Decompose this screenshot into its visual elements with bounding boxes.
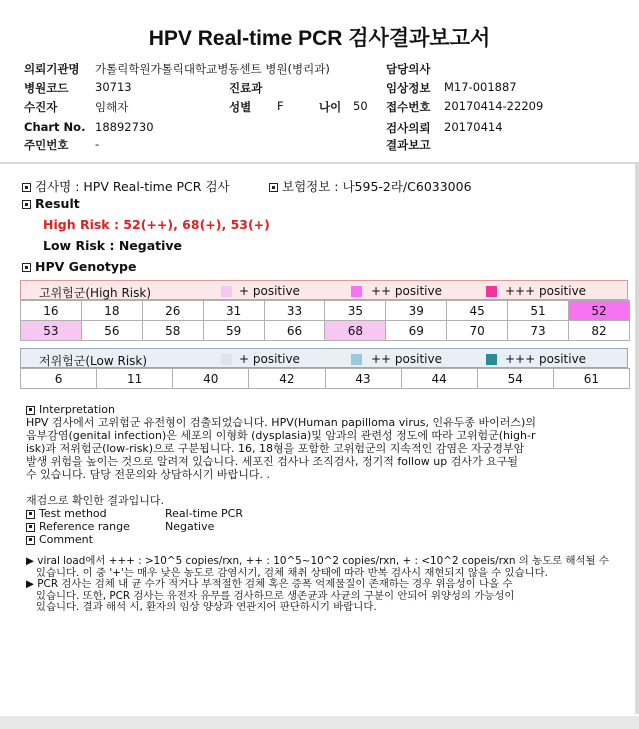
low-genotype-cell: 61 xyxy=(553,369,629,389)
interpretation-line: 수 있습니다. 담당 전문의와 상담하시기 바랍니다. . xyxy=(26,468,270,481)
scrollbar[interactable] xyxy=(635,164,639,714)
square-bullet-icon xyxy=(269,183,278,192)
genotype-heading: HPV Genotype xyxy=(35,259,137,274)
request-value: 20170414 xyxy=(444,120,503,134)
code-label: 병원코드 xyxy=(24,81,69,95)
high-risk-result: High Risk : 52(++), 68(+), 53(+) xyxy=(43,217,270,232)
chart-value: 18892730 xyxy=(95,120,154,134)
institution-label: 의뢰기관명 xyxy=(24,62,80,76)
low-risk-row xyxy=(21,369,630,389)
clinical-label: 임상정보 xyxy=(386,81,431,95)
high-genotype-cell: 53 xyxy=(21,321,82,341)
legend-plus-swatch xyxy=(221,286,232,297)
genotype-heading-row xyxy=(22,259,136,274)
square-bullet-icon xyxy=(22,183,31,192)
high-genotype-cell: 39 xyxy=(386,301,447,321)
low-legend-plusplus-swatch xyxy=(351,354,362,365)
low-genotype-cell: 54 xyxy=(477,369,553,389)
bottom-bar xyxy=(0,716,639,729)
age-label: 나이 xyxy=(319,100,342,114)
comment-line: 있습니다. 결과 해석 시, 환자의 임상 양상과 연관지어 판단하시기 바랍니다. xyxy=(26,601,377,613)
reference-value: Negative xyxy=(165,520,215,533)
legend-plusplus-label: ++ positive xyxy=(371,284,442,298)
high-risk-row xyxy=(21,301,630,321)
comment-heading: Comment xyxy=(39,533,93,546)
low-legend-plusplusplus-label: +++ positive xyxy=(505,352,587,366)
chart-label: Chart No. xyxy=(24,120,86,134)
high-genotype-cell: 73 xyxy=(508,321,569,341)
low-genotype-cell: 11 xyxy=(97,369,173,389)
patient-value: 임해자 xyxy=(95,100,129,114)
high-genotype-cell: 31 xyxy=(203,301,264,321)
low-risk-label: 저위험군(Low Risk) xyxy=(39,354,148,368)
high-genotype-cell: 18 xyxy=(81,301,142,321)
low-legend-plusplus-label: ++ positive xyxy=(371,352,442,366)
receipt-value: 20170414-22209 xyxy=(444,99,544,113)
square-bullet-icon xyxy=(26,406,35,415)
high-genotype-cell: 56 xyxy=(81,321,142,341)
high-genotype-cell: 16 xyxy=(21,301,82,321)
low-legend-plus-label: + positive xyxy=(239,352,300,366)
high-genotype-cell: 26 xyxy=(142,301,203,321)
comment-block xyxy=(26,556,620,614)
high-genotype-cell: 58 xyxy=(142,321,203,341)
high-genotype-cell: 33 xyxy=(264,301,325,321)
result-heading: Result xyxy=(35,196,80,211)
rrn-value: - xyxy=(95,137,100,151)
clinical-value: M17-001887 xyxy=(444,80,517,94)
high-genotype-cell: 70 xyxy=(447,321,508,341)
report-title: HPV Real-time PCR 검사결과보고서 xyxy=(148,27,491,50)
sex-value: F xyxy=(277,99,284,113)
high-genotype-cell: 51 xyxy=(508,301,569,321)
legend-plusplus-swatch xyxy=(351,286,362,297)
insurance-info: 보험정보 : 나595-2라/C6033006 xyxy=(282,179,472,194)
high-genotype-cell: 59 xyxy=(203,321,264,341)
low-risk-table xyxy=(20,368,630,389)
header-divider xyxy=(0,162,639,164)
high-risk-table xyxy=(20,300,630,341)
interpretation-line: 발생 위험을 높이는 것으로 알려져 있습니다. 세포진 검사나 조직검사, 정기적 follow up 검사가 요구될 xyxy=(26,455,519,468)
comment-line: 있습니다. 또한, PCR 검사는 유전자 유무를 검사하므로 생존균과 사균의 구분이 안되어 위양성의 가능성이 xyxy=(26,589,515,602)
low-legend-plus-swatch xyxy=(221,354,232,365)
method-label: Test method xyxy=(39,507,107,520)
square-bullet-icon xyxy=(22,263,31,272)
interpretation-line: isk)과 저위험군(low-risk)으로 구분됩니다. 16, 18형을 포함한 고위험군의 지속적인 감염은 자궁경부암 xyxy=(26,442,525,455)
doctor-label: 담당의사 xyxy=(386,62,431,76)
reconfirm-note: 재검으로 확인한 결과입니다. xyxy=(26,494,165,507)
low-risk-header xyxy=(20,348,628,368)
interpretation-heading-row xyxy=(26,403,620,416)
low-genotype-cell: 42 xyxy=(249,369,325,389)
test-name: 검사명 : HPV Real-time PCR 검사 xyxy=(35,179,230,194)
low-genotype-cell: 44 xyxy=(401,369,477,389)
test-name-row xyxy=(22,177,230,195)
low-risk-result: Low Risk : Negative xyxy=(43,238,183,253)
patient-label: 수진자 xyxy=(24,100,58,114)
high-genotype-cell: 82 xyxy=(569,321,630,341)
comment-heading-row xyxy=(26,533,620,546)
low-genotype-cell: 43 xyxy=(325,369,401,389)
legend-plusplusplus-label: +++ positive xyxy=(505,284,587,298)
square-bullet-icon xyxy=(26,510,35,519)
high-genotype-cell: 69 xyxy=(386,321,447,341)
legend-plusplusplus-swatch xyxy=(486,286,497,297)
comment-line: ▶ viral load에서 +++ : >10^5 copies/rxn, ++ : 10^5~10^2 copies/rxn, + : <10^2 copeis/rxn 의 농도로 해석될 수 xyxy=(26,555,609,567)
low-legend-plusplusplus-swatch xyxy=(486,354,497,365)
interpretation-heading: Interpretation xyxy=(39,403,115,416)
high-risk-row xyxy=(21,321,630,341)
dept-label: 진료과 xyxy=(229,81,263,95)
age-value: 50 xyxy=(353,99,368,113)
method-value: Real-time PCR xyxy=(165,507,243,520)
code-value: 30713 xyxy=(95,80,132,94)
result-heading-row xyxy=(22,196,80,211)
high-genotype-cell: 66 xyxy=(264,321,325,341)
legend-plus-label: + positive xyxy=(239,284,300,298)
high-genotype-cell: 52 xyxy=(569,301,630,321)
high-genotype-cell: 45 xyxy=(447,301,508,321)
receipt-label: 접수번호 xyxy=(386,100,431,114)
sex-label: 성별 xyxy=(229,100,252,114)
institution-value: 가톨릭학원가톨릭대학교병동센트 병원(병리과) xyxy=(95,62,330,76)
square-bullet-icon xyxy=(26,536,35,545)
square-bullet-icon xyxy=(22,200,31,209)
high-genotype-cell: 35 xyxy=(325,301,386,321)
square-bullet-icon xyxy=(26,523,35,532)
high-genotype-cell: 68 xyxy=(325,321,386,341)
comment-line: ▶ PCR 검사는 검체 내 균 수가 적거나 부적절한 검체 혹은 증폭 억제물질이 존재하는 경우 위음성이 나올 수 xyxy=(26,578,513,590)
high-risk-label: 고위험군(High Risk) xyxy=(39,286,151,300)
low-genotype-cell: 6 xyxy=(21,369,97,389)
high-risk-header xyxy=(20,280,628,300)
insurance-row xyxy=(269,177,472,195)
low-genotype-cell: 40 xyxy=(173,369,249,389)
interpretation-line: 음부감염(genital infection)은 세포의 이형화 (dysplasia)및 암과의 관련성 정도에 따라 고위험군(high-r xyxy=(26,429,536,442)
interpretation-line: HPV 검사에서 고위험군 유전형이 검출되었습니다. HPV(Human papilloma virus, 인유두종 바이러스)의 xyxy=(26,416,536,429)
method-row xyxy=(26,507,620,520)
comment-line: 있습니다. 이 중 '+'는 매우 낮은 농도로 감염시기, 검체 채취 상태에 따라 반복 검사시 재현되지 않을 수 있습니다. xyxy=(26,566,548,579)
reference-label: Reference range xyxy=(39,520,130,533)
interpretation-block xyxy=(26,403,620,546)
reference-row xyxy=(26,520,620,533)
result-report-label: 결과보고 xyxy=(386,138,431,152)
rrn-label: 주민번호 xyxy=(24,138,69,152)
request-label: 검사의뢰 xyxy=(386,121,431,135)
